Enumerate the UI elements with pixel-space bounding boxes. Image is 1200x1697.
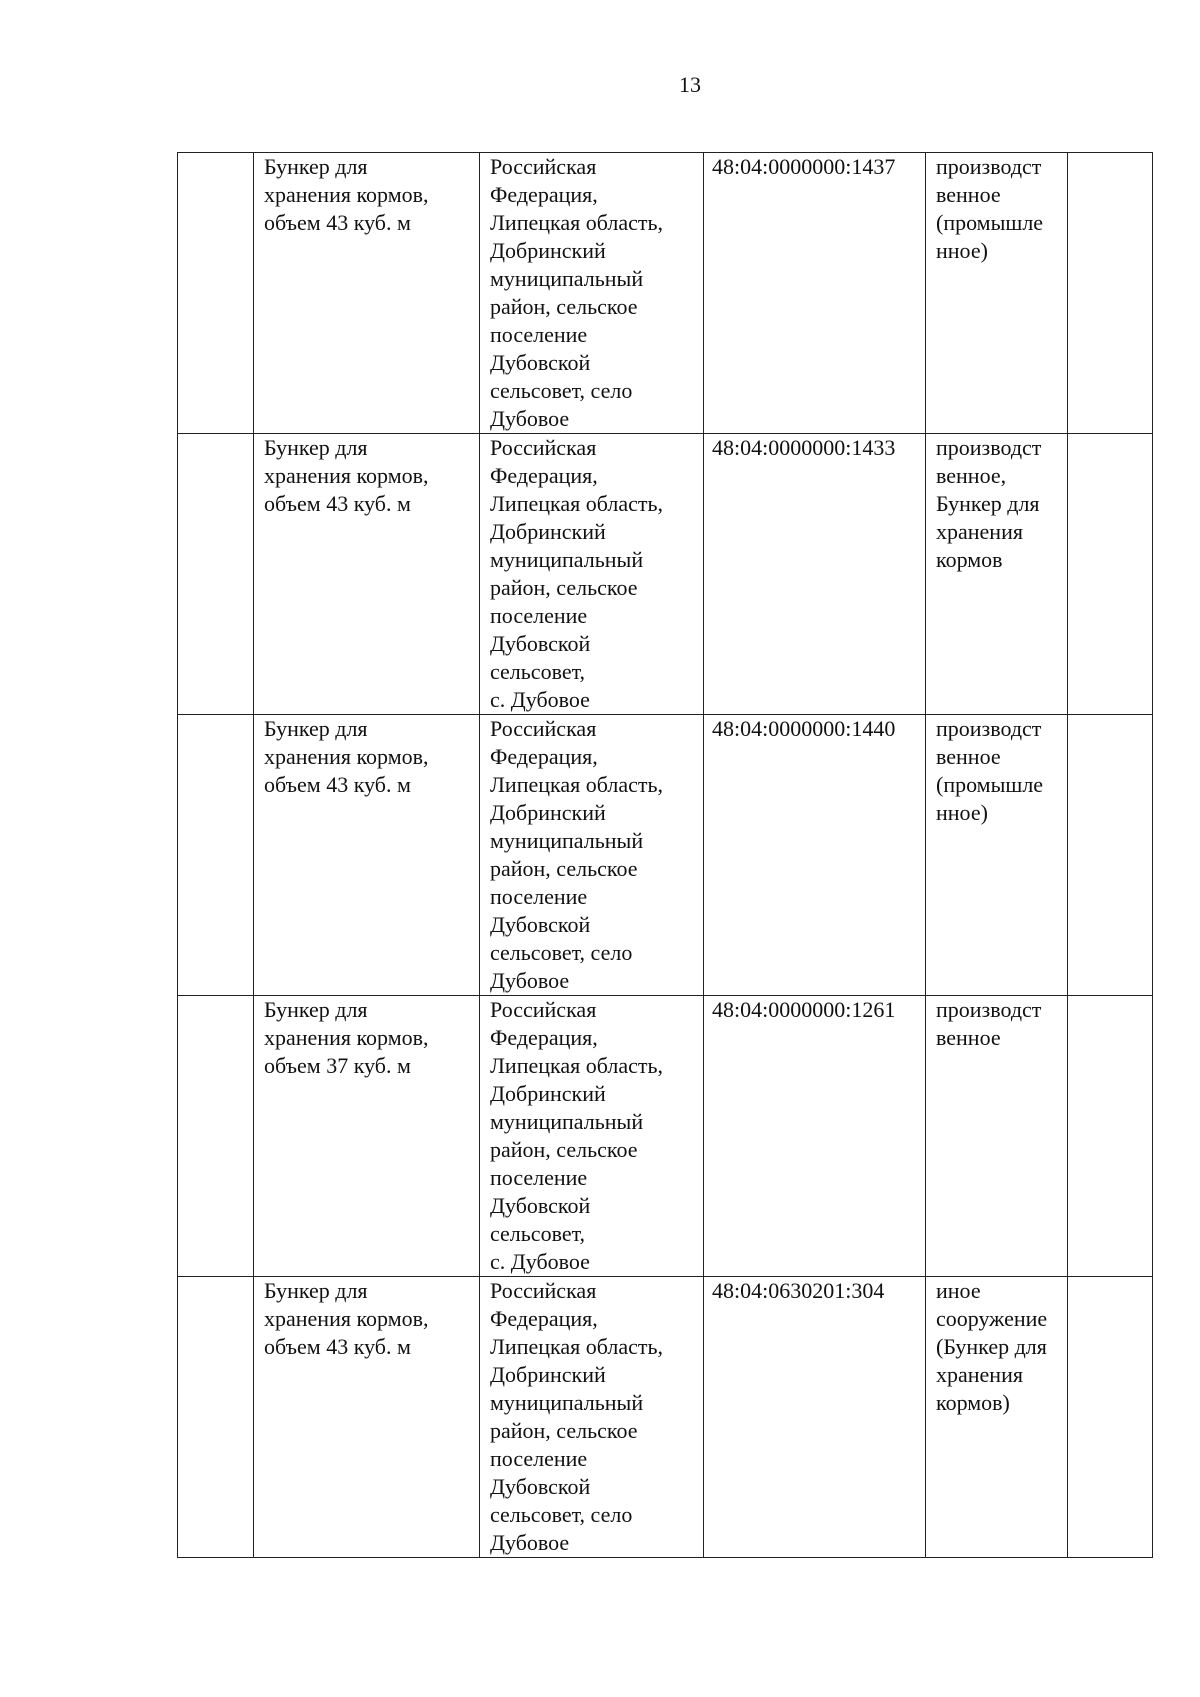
- row-number-cell: [178, 715, 254, 996]
- object-purpose: производст венное (промышле нное): [936, 716, 1044, 825]
- purpose-cell: [926, 996, 1068, 1277]
- row-number-cell: [178, 153, 254, 434]
- purpose-cell: [926, 1277, 1068, 1558]
- object-purpose: производст венное (промышле нное): [936, 154, 1044, 263]
- address-cell: [480, 153, 704, 434]
- cadastral-cell: [704, 996, 926, 1277]
- extra-cell: [1068, 996, 1153, 1277]
- cadastral-number: 48:04:0000000:1261: [712, 997, 896, 1022]
- extra-cell: [1068, 153, 1153, 434]
- object-address: Российская Федерация, Липецкая область, Добринский муниципальный район, сельское поселение Дубовской сельсовет, село Дубовое: [490, 1278, 664, 1555]
- object-address: Российская Федерация, Липецкая область, Добринский муниципальный район, сельское поселение Дубовской сельсовет, с. Дубовое: [490, 435, 664, 712]
- object-address: Российская Федерация, Липецкая область, Добринский муниципальный район, сельское поселение Дубовской сельсовет, село Дубовое: [490, 154, 664, 431]
- purpose-cell: [926, 434, 1068, 715]
- cadastral-number: 48:04:0000000:1433: [712, 435, 896, 460]
- row-number-cell: [178, 434, 254, 715]
- cadastral-number: 48:04:0630201:304: [712, 1278, 885, 1303]
- object-name: Бункер для хранения кормов, объем 43 куб. м: [264, 435, 429, 516]
- extra-cell: [1068, 1277, 1153, 1558]
- object-name: Бункер для хранения кормов, объем 43 куб. м: [264, 1278, 429, 1359]
- object-address: Российская Федерация, Липецкая область, Добринский муниципальный район, сельское поселение Дубовской сельсовет, с. Дубовое: [490, 997, 664, 1274]
- property-table: [177, 152, 1153, 1558]
- object-name: Бункер для хранения кормов, объем 43 куб. м: [264, 716, 429, 797]
- address-cell: [480, 1277, 704, 1558]
- table-row: [178, 1277, 1153, 1558]
- table-row: [178, 715, 1153, 996]
- row-number-cell: [178, 1277, 254, 1558]
- purpose-cell: [926, 153, 1068, 434]
- cadastral-cell: [704, 1277, 926, 1558]
- purpose-cell: [926, 715, 1068, 996]
- extra-cell: [1068, 434, 1153, 715]
- cadastral-cell: [704, 434, 926, 715]
- object-name-cell: [254, 153, 480, 434]
- object-name-cell: [254, 1277, 480, 1558]
- object-address: Российская Федерация, Липецкая область, Добринский муниципальный район, сельское поселение Дубовской сельсовет, село Дубовое: [490, 716, 664, 993]
- object-purpose: иное сооружение (Бункер для хранения кормов): [936, 1278, 1048, 1415]
- object-name-cell: [254, 996, 480, 1277]
- extra-cell: [1068, 715, 1153, 996]
- row-number-cell: [178, 996, 254, 1277]
- object-name-cell: [254, 715, 480, 996]
- object-purpose: производст венное: [936, 997, 1042, 1050]
- address-cell: [480, 715, 704, 996]
- cadastral-cell: [704, 153, 926, 434]
- table-row: [178, 996, 1153, 1277]
- object-purpose: производст венное, Бункер для хранения кормов: [936, 435, 1042, 572]
- cadastral-number: 48:04:0000000:1437: [712, 154, 896, 179]
- address-cell: [480, 434, 704, 715]
- cadastral-cell: [704, 715, 926, 996]
- table-row: [178, 153, 1153, 434]
- object-name: Бункер для хранения кормов, объем 43 куб. м: [264, 154, 429, 235]
- address-cell: [480, 996, 704, 1277]
- page-number: 13: [679, 72, 701, 97]
- cadastral-number: 48:04:0000000:1440: [712, 716, 896, 741]
- object-name-cell: [254, 434, 480, 715]
- object-name: Бункер для хранения кормов, объем 37 куб. м: [264, 997, 429, 1078]
- table-row: [178, 434, 1153, 715]
